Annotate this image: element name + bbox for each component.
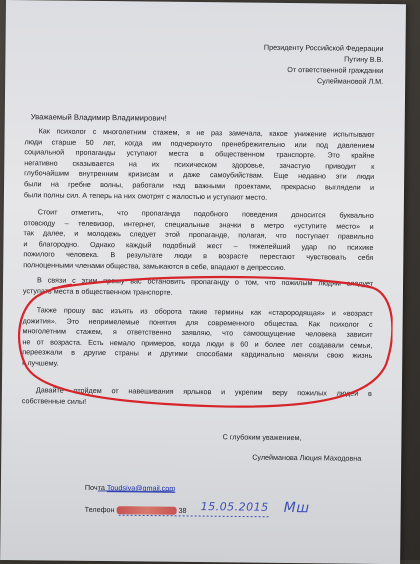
paragraph-5 bbox=[22, 385, 372, 410]
paragraph-line: к лучшему. bbox=[22, 358, 59, 368]
recipient-line-3: От ответственной гражданки bbox=[287, 64, 384, 75]
paragraph-line: Также прошу вас изъять из оборота такие термины как «старородящая» и «возраст bbox=[36, 305, 373, 318]
paragraph-line: многолетним стажем, я ответственно заявляю, что самоощущение человека зависит bbox=[22, 326, 373, 340]
email-underline bbox=[96, 481, 176, 494]
paragraph-line: полноценными членами общества, замыкаются в себе, впадают в депрессию. bbox=[23, 260, 286, 272]
paragraph-line: не от возраста. Есть немало примеров, когда люди в 60 и более лет создавали семьи, bbox=[22, 336, 373, 350]
paragraph-line: люди старше 50 лет, когда им подчеркнуто пренебрежительно или под давлением bbox=[24, 136, 375, 150]
paragraph-line: Как психолог с многолетним стажем, я не раз замечала, какое унижение испытывают bbox=[38, 126, 375, 139]
paragraph-line: переезжали в другие страны и другими способами кардинально меняли свою жизнь bbox=[22, 347, 373, 361]
paragraph-line: глубочайшим внутренним кризисам и даже самоубийствам. Еще недавно эти люди bbox=[24, 168, 375, 182]
recipient-line-1: Президенту Российской Федерации bbox=[263, 42, 384, 53]
phone-label: Телефон bbox=[84, 504, 115, 515]
paragraph-line: и благородно. Однако каждый подобный жест – тяжелейший удар по психике bbox=[23, 238, 374, 252]
greeting: Уважаемый Владимир Владимирович! bbox=[30, 112, 167, 123]
paragraph-4 bbox=[22, 305, 373, 372]
recipient-line-4: Сулеймановой Л.М. bbox=[316, 76, 384, 86]
paragraph-line: были полны сил. А теперь на них смотрят с жалостью и уступают место. bbox=[23, 189, 268, 202]
paragraph-2 bbox=[23, 207, 374, 274]
paragraph-line: уступать места в общественном транспорте. bbox=[22, 285, 173, 297]
email-link[interactable]: Toudsiya@gmail.com bbox=[106, 483, 176, 493]
signature-name: Сулейманова Люция Маходовна bbox=[252, 452, 362, 463]
handwritten-signature: Мш bbox=[283, 499, 310, 517]
closing: С глубоким уважением, bbox=[222, 432, 302, 443]
paragraph-1 bbox=[24, 126, 375, 204]
paragraph-3 bbox=[23, 275, 373, 300]
paragraph-line: негативно сказывается на их психическом здоровье, зачастую приводит к bbox=[24, 157, 375, 171]
handwritten-date: 15.05.2015 bbox=[200, 500, 269, 514]
paragraph-line: В связи с этим прошу вас остановить пропаганду о том, что пожилым людям следует bbox=[37, 275, 374, 288]
paragraph-line: отовсюду – телевизор, интернет, специальные значки в метро «уступите место» и bbox=[23, 217, 374, 231]
phone-tail: 38 bbox=[178, 505, 187, 515]
paragraph-line: социальной пропаганды уступают места в общественном транспорте. Это крайне bbox=[24, 147, 375, 161]
paragraph-line: Стоит отметить, что пропаганда подобного поведения доносится буквально bbox=[37, 207, 374, 220]
paragraph-line: дожития». Это непримелемые понятия для современного общества. Как психолог с bbox=[22, 315, 373, 329]
phone-dotted-line bbox=[119, 507, 269, 519]
paragraph-line: пожилого человека. В результате люди в возрасте перестают чувствовать себя bbox=[23, 249, 374, 263]
paragraph-line: были на гребне волны, работали над важными проектами, прекрасно выглядели и bbox=[24, 179, 375, 192]
paragraph-line: собственные силы! bbox=[21, 395, 87, 406]
email-label: Почта bbox=[84, 482, 105, 493]
recipient-line-2: Путину В.В. bbox=[344, 54, 384, 64]
paragraph-line: Давайте отойдем от навешивания ярлыков и укрепим веру пожилых людей в bbox=[35, 385, 372, 398]
paragraph-line: так далее, и молодежь следует этой пропаганде, полагая, что поступает правильно bbox=[23, 228, 374, 242]
